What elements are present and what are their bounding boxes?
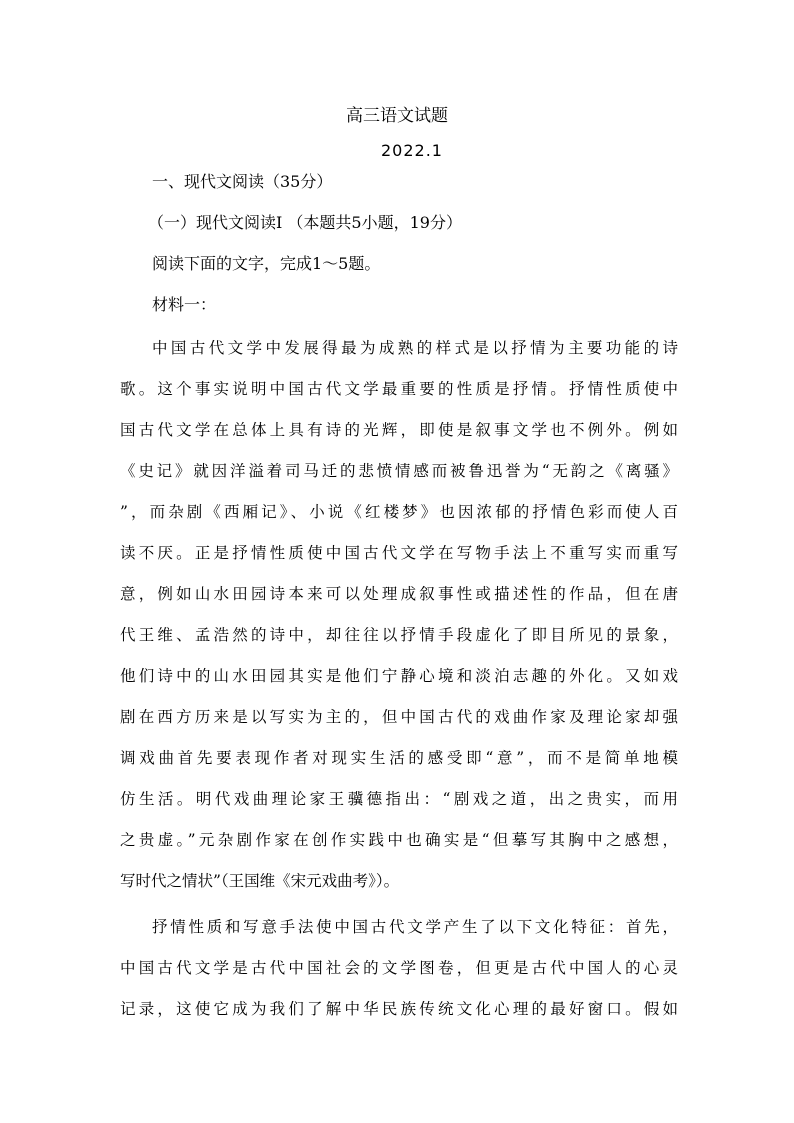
exam-date: 2022.1 xyxy=(381,141,443,160)
passage-line: 中国古代文学中发展得最为成熟的样式是以抒情为主要功能的诗 xyxy=(152,339,678,357)
passage-line: 仿生活。明代戏曲理论家王骥德指出：“剧戏之道，出之贵实，而用 xyxy=(120,790,678,808)
passage-line: 写时代之情状”（王国维《宋元戏曲考》）。 xyxy=(120,872,400,890)
passage-line: 记录，这使它成为我们了解中华民族传统文化心理的最好窗口。假如 xyxy=(120,1000,678,1018)
passage-line: 意，例如山水田园诗本来可以处理成叙事性或描述性的作品，但在唐 xyxy=(120,585,678,603)
passage-line: 剧在西方历来是以写实为主的，但中国古代的戏曲作家及理论家却强 xyxy=(120,708,678,726)
instruction-text: 阅读下面的文字，完成1～5题。 xyxy=(152,254,381,273)
passage-line: 国古代文学在总体上具有诗的光辉，即使是叙事文学也不例外。例如 xyxy=(120,421,678,439)
passage-line: 之贵虚。”元杂剧作家在创作实践中也确实是“但摹写其胸中之感想， xyxy=(120,831,678,849)
passage-line: 读不厌。正是抒情性质使中国古代文学在写物手法上不重写实而重写 xyxy=(120,544,678,562)
passage-line: 中国古代文学是古代中国社会的文学图卷，但更是古代中国人的心灵 xyxy=(120,959,678,977)
passage-line: 代王维、孟浩然的诗中，却往往以抒情手段虚化了即目所见的景象， xyxy=(120,626,678,644)
passage-line: 《史记》就因洋溢着司马迁的悲愤情感而被鲁迅誉为“无韵之《离骚》 xyxy=(120,462,678,480)
passage-line: 抒情性质和写意手法使中国古代文学产生了以下文化特征：首先， xyxy=(152,918,678,936)
section-heading: 一、现代文阅读（35分） xyxy=(152,172,333,191)
passage-line: 他们诗中的山水田园其实是他们宁静心境和淡泊志趣的外化。又如戏 xyxy=(120,667,678,685)
passage-line: 歌。这个事实说明中国古代文学最重要的性质是抒情。抒情性质使中 xyxy=(120,380,678,398)
material-label: 材料一： xyxy=(152,295,217,314)
exam-title: 高三语文试题 xyxy=(346,106,448,126)
passage-line: 调戏曲首先要表现作者对现实生活的感受即“意”，而不是简单地模 xyxy=(120,749,678,767)
passage-line: ”，而杂剧《西厢记》、小说《红楼梦》也因浓郁的抒情色彩而使人百 xyxy=(120,503,678,521)
subsection-heading: （一）现代文阅读Ⅰ （本题共5小题，19分） xyxy=(148,213,462,232)
